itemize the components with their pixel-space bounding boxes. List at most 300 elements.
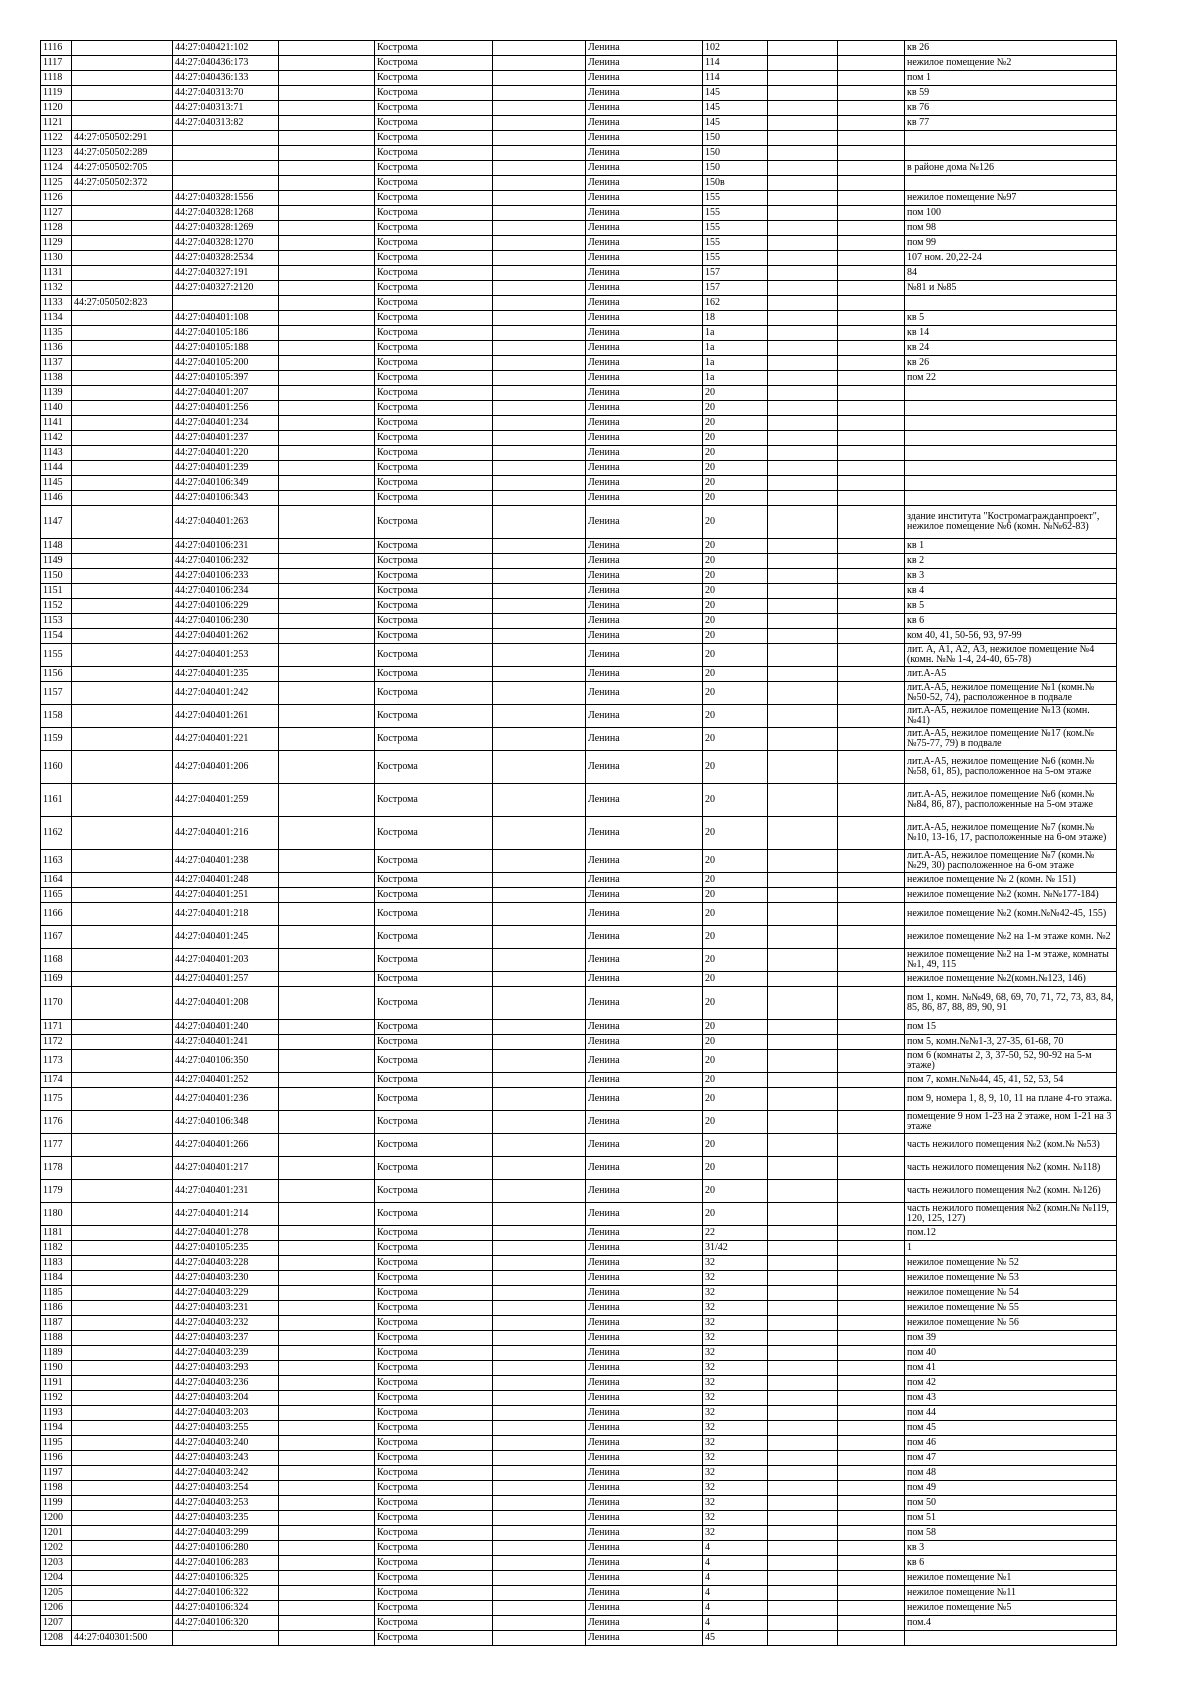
empty-cell [838, 1451, 905, 1466]
premises-note: пом 22 [905, 371, 1117, 386]
land-cadastral-number: 44:27:050502:823 [72, 296, 173, 311]
table-row [41, 56, 1117, 71]
empty-cell [493, 1601, 586, 1616]
premises-note [905, 476, 1117, 491]
object-cadastral-number: 44:27:040313:70 [173, 86, 279, 101]
empty-cell [279, 1256, 375, 1271]
house-number: 20 [703, 850, 768, 873]
table-row [41, 1180, 1117, 1203]
empty-cell [838, 1073, 905, 1088]
table-row [41, 296, 1117, 311]
street-cell: Ленина [586, 1631, 703, 1646]
house-number: 4 [703, 1571, 768, 1586]
row-number: 1207 [41, 1616, 72, 1631]
row-number: 1144 [41, 461, 72, 476]
empty-cell [493, 1346, 586, 1361]
empty-cell [768, 614, 838, 629]
land-cadastral-number [72, 71, 173, 86]
empty-cell [768, 1466, 838, 1481]
empty-cell [768, 131, 838, 146]
object-cadastral-number: 44:27:040328:1268 [173, 206, 279, 221]
land-cadastral-number [72, 41, 173, 56]
premises-note: пом 1 [905, 71, 1117, 86]
empty-cell [838, 817, 905, 850]
empty-cell [768, 341, 838, 356]
empty-cell [493, 116, 586, 131]
house-number: 20 [703, 401, 768, 416]
house-number: 20 [703, 446, 768, 461]
empty-cell [279, 266, 375, 281]
empty-cell [493, 1050, 586, 1073]
table-row [41, 1616, 1117, 1631]
premises-note: 107 ном. 20,22-24 [905, 251, 1117, 266]
table-row [41, 1035, 1117, 1050]
land-cadastral-number [72, 386, 173, 401]
house-number: 20 [703, 599, 768, 614]
land-cadastral-number [72, 1331, 173, 1346]
row-number: 1149 [41, 554, 72, 569]
city-cell: Кострома [375, 599, 493, 614]
empty-cell [838, 1631, 905, 1646]
row-number: 1159 [41, 728, 72, 751]
empty-cell [493, 1481, 586, 1496]
empty-cell [279, 903, 375, 926]
table-row [41, 1073, 1117, 1088]
street-cell: Ленина [586, 1203, 703, 1226]
row-number: 1206 [41, 1601, 72, 1616]
empty-cell [493, 1256, 586, 1271]
object-cadastral-number: 44:27:040401:242 [173, 682, 279, 705]
land-cadastral-number [72, 1421, 173, 1436]
premises-note: кв 3 [905, 569, 1117, 584]
empty-cell [768, 1616, 838, 1631]
city-cell: Кострома [375, 116, 493, 131]
object-cadastral-number: 44:27:040401:214 [173, 1203, 279, 1226]
premises-note: часть нежилого помещения №2 (ком.№ №53) [905, 1134, 1117, 1157]
house-number: 32 [703, 1496, 768, 1511]
empty-cell [768, 1256, 838, 1271]
land-cadastral-number [72, 903, 173, 926]
table-row [41, 599, 1117, 614]
city-cell: Кострома [375, 146, 493, 161]
table-row [41, 926, 1117, 949]
object-cadastral-number: 44:27:040106:322 [173, 1586, 279, 1601]
premises-note: лит.А-А5, нежилое помещение №6 (комн.№ №84, 86, 87), расположенные на 5-ом этаже [905, 784, 1117, 817]
land-cadastral-number [72, 1451, 173, 1466]
object-cadastral-number: 44:27:040106:231 [173, 539, 279, 554]
street-cell: Ленина [586, 1571, 703, 1586]
premises-note: лит.А-А5 [905, 667, 1117, 682]
empty-cell [279, 1586, 375, 1601]
empty-cell [279, 1361, 375, 1376]
house-number: 4 [703, 1601, 768, 1616]
land-cadastral-number [72, 1286, 173, 1301]
object-cadastral-number: 44:27:040401:266 [173, 1134, 279, 1157]
empty-cell [838, 1556, 905, 1571]
street-cell: Ленина [586, 476, 703, 491]
row-number: 1140 [41, 401, 72, 416]
empty-cell [838, 86, 905, 101]
land-cadastral-number [72, 461, 173, 476]
empty-cell [768, 1481, 838, 1496]
city-cell: Кострома [375, 431, 493, 446]
row-number: 1187 [41, 1316, 72, 1331]
house-number: 20 [703, 476, 768, 491]
house-number: 32 [703, 1286, 768, 1301]
premises-note: пом 48 [905, 1466, 1117, 1481]
table-row [41, 176, 1117, 191]
object-cadastral-number: 44:27:040403:254 [173, 1481, 279, 1496]
object-cadastral-number: 44:27:040401:208 [173, 987, 279, 1020]
empty-cell [279, 176, 375, 191]
table-row [41, 1436, 1117, 1451]
empty-cell [279, 296, 375, 311]
object-cadastral-number: 44:27:040401:238 [173, 850, 279, 873]
empty-cell [279, 1316, 375, 1331]
table-row [41, 1088, 1117, 1111]
row-number: 1205 [41, 1586, 72, 1601]
land-cadastral-number [72, 873, 173, 888]
city-cell: Кострома [375, 1601, 493, 1616]
table-row [41, 1511, 1117, 1526]
city-cell: Кострома [375, 491, 493, 506]
premises-note: кв 5 [905, 311, 1117, 326]
empty-cell [768, 873, 838, 888]
empty-cell [279, 1556, 375, 1571]
city-cell: Кострома [375, 1073, 493, 1088]
empty-cell [279, 888, 375, 903]
street-cell: Ленина [586, 949, 703, 972]
row-number: 1156 [41, 667, 72, 682]
street-cell: Ленина [586, 1088, 703, 1111]
premises-note: кв 2 [905, 554, 1117, 569]
house-number: 20 [703, 1157, 768, 1180]
empty-cell [493, 1111, 586, 1134]
empty-cell [279, 86, 375, 101]
city-cell: Кострома [375, 1020, 493, 1035]
land-cadastral-number [72, 1226, 173, 1241]
premises-note: №81 и №85 [905, 281, 1117, 296]
empty-cell [838, 1601, 905, 1616]
city-cell: Кострома [375, 461, 493, 476]
empty-cell [279, 1481, 375, 1496]
empty-cell [838, 161, 905, 176]
street-cell: Ленина [586, 161, 703, 176]
empty-cell [493, 491, 586, 506]
street-cell: Ленина [586, 1466, 703, 1481]
table-row [41, 751, 1117, 784]
empty-cell [493, 146, 586, 161]
land-cadastral-number [72, 1571, 173, 1586]
land-cadastral-number [72, 584, 173, 599]
city-cell: Кострома [375, 850, 493, 873]
row-number: 1117 [41, 56, 72, 71]
city-cell: Кострома [375, 1556, 493, 1571]
land-cadastral-number [72, 206, 173, 221]
street-cell: Ленина [586, 146, 703, 161]
premises-note: нежилое помещение №2 на 1-м этаже комн. №2 [905, 926, 1117, 949]
object-cadastral-number: 44:27:040401:220 [173, 446, 279, 461]
empty-cell [838, 1286, 905, 1301]
row-number: 1175 [41, 1088, 72, 1111]
empty-cell [838, 1391, 905, 1406]
house-number: 20 [703, 705, 768, 728]
city-cell: Кострома [375, 1376, 493, 1391]
table-row [41, 1203, 1117, 1226]
row-number: 1203 [41, 1556, 72, 1571]
registry-table [40, 40, 1117, 1646]
empty-cell [838, 1050, 905, 1073]
table-row [41, 1571, 1117, 1586]
premises-note: нежилое помещение № 54 [905, 1286, 1117, 1301]
empty-cell [493, 236, 586, 251]
empty-cell [279, 644, 375, 667]
city-cell: Кострома [375, 1481, 493, 1496]
empty-cell [768, 1631, 838, 1646]
house-number: 32 [703, 1346, 768, 1361]
premises-note: нежилое помещение №2 на 1-м этаже, комнаты №1, 49, 115 [905, 949, 1117, 972]
city-cell: Кострома [375, 296, 493, 311]
premises-note: пом 41 [905, 1361, 1117, 1376]
house-number: 20 [703, 584, 768, 599]
empty-cell [279, 356, 375, 371]
empty-cell [279, 161, 375, 176]
land-cadastral-number [72, 101, 173, 116]
house-number: 155 [703, 251, 768, 266]
city-cell: Кострома [375, 1496, 493, 1511]
object-cadastral-number: 44:27:040401:203 [173, 949, 279, 972]
empty-cell [768, 1286, 838, 1301]
empty-cell [838, 1346, 905, 1361]
empty-cell [279, 1421, 375, 1436]
empty-cell [493, 1616, 586, 1631]
city-cell: Кострома [375, 1331, 493, 1346]
house-number: 32 [703, 1256, 768, 1271]
street-cell: Ленина [586, 539, 703, 554]
city-cell: Кострома [375, 206, 493, 221]
empty-cell [838, 1526, 905, 1541]
empty-cell [279, 206, 375, 221]
house-number: 20 [703, 926, 768, 949]
street-cell: Ленина [586, 926, 703, 949]
land-cadastral-number [72, 476, 173, 491]
land-cadastral-number [72, 506, 173, 539]
street-cell: Ленина [586, 1586, 703, 1601]
empty-cell [838, 1301, 905, 1316]
house-number: 20 [703, 667, 768, 682]
row-number: 1138 [41, 371, 72, 386]
object-cadastral-number: 44:27:040106:348 [173, 1111, 279, 1134]
empty-cell [838, 1256, 905, 1271]
object-cadastral-number: 44:27:040401:253 [173, 644, 279, 667]
street-cell: Ленина [586, 1180, 703, 1203]
object-cadastral-number: 44:27:040106:325 [173, 1571, 279, 1586]
street-cell: Ленина [586, 682, 703, 705]
house-number: 32 [703, 1331, 768, 1346]
premises-note: пом 43 [905, 1391, 1117, 1406]
city-cell: Кострома [375, 1541, 493, 1556]
row-number: 1130 [41, 251, 72, 266]
empty-cell [493, 296, 586, 311]
empty-cell [279, 1331, 375, 1346]
table-row [41, 1316, 1117, 1331]
land-cadastral-number [72, 1541, 173, 1556]
house-number: 32 [703, 1466, 768, 1481]
empty-cell [279, 191, 375, 206]
row-number: 1201 [41, 1526, 72, 1541]
empty-cell [279, 446, 375, 461]
table-row [41, 311, 1117, 326]
premises-note: пом.12 [905, 1226, 1117, 1241]
table-row [41, 356, 1117, 371]
empty-cell [279, 1616, 375, 1631]
empty-cell [768, 371, 838, 386]
table-row [41, 191, 1117, 206]
object-cadastral-number: 44:27:040401:241 [173, 1035, 279, 1050]
empty-cell [838, 281, 905, 296]
empty-cell [279, 251, 375, 266]
empty-cell [279, 926, 375, 949]
city-cell: Кострома [375, 1346, 493, 1361]
empty-cell [768, 1241, 838, 1256]
object-cadastral-number: 44:27:040401:108 [173, 311, 279, 326]
empty-cell [768, 101, 838, 116]
land-cadastral-number [72, 401, 173, 416]
empty-cell [768, 1586, 838, 1601]
city-cell: Кострома [375, 1586, 493, 1601]
empty-cell [838, 629, 905, 644]
empty-cell [768, 972, 838, 987]
empty-cell [768, 1571, 838, 1586]
empty-cell [768, 705, 838, 728]
house-number: 1а [703, 371, 768, 386]
premises-note [905, 386, 1117, 401]
premises-note: нежилое помещение №11 [905, 1586, 1117, 1601]
empty-cell [768, 629, 838, 644]
object-cadastral-number: 44:27:040403:231 [173, 1301, 279, 1316]
row-number: 1171 [41, 1020, 72, 1035]
object-cadastral-number: 44:27:040403:235 [173, 1511, 279, 1526]
land-cadastral-number [72, 236, 173, 251]
empty-cell [279, 1541, 375, 1556]
street-cell: Ленина [586, 506, 703, 539]
table-row [41, 1157, 1117, 1180]
empty-cell [838, 1203, 905, 1226]
premises-note [905, 176, 1117, 191]
empty-cell [279, 539, 375, 554]
empty-cell [838, 1511, 905, 1526]
object-cadastral-number: 44:27:040401:218 [173, 903, 279, 926]
empty-cell [838, 146, 905, 161]
empty-cell [768, 1226, 838, 1241]
object-cadastral-number [173, 146, 279, 161]
land-cadastral-number [72, 356, 173, 371]
empty-cell [279, 949, 375, 972]
land-cadastral-number [72, 629, 173, 644]
empty-cell [493, 1361, 586, 1376]
house-number: 45 [703, 1631, 768, 1646]
city-cell: Кострома [375, 817, 493, 850]
street-cell: Ленина [586, 251, 703, 266]
empty-cell [838, 850, 905, 873]
land-cadastral-number [72, 1241, 173, 1256]
empty-cell [768, 1436, 838, 1451]
empty-cell [838, 569, 905, 584]
empty-cell [279, 1050, 375, 1073]
empty-cell [493, 191, 586, 206]
street-cell: Ленина [586, 101, 703, 116]
street-cell: Ленина [586, 221, 703, 236]
premises-note: 84 [905, 266, 1117, 281]
row-number: 1139 [41, 386, 72, 401]
empty-cell [838, 705, 905, 728]
table-row [41, 1346, 1117, 1361]
city-cell: Кострома [375, 161, 493, 176]
street-cell: Ленина [586, 1020, 703, 1035]
row-number: 1195 [41, 1436, 72, 1451]
empty-cell [768, 1331, 838, 1346]
empty-cell [279, 1511, 375, 1526]
land-cadastral-number [72, 1073, 173, 1088]
empty-cell [838, 56, 905, 71]
empty-cell [279, 1526, 375, 1541]
empty-cell [493, 972, 586, 987]
house-number: 20 [703, 784, 768, 817]
house-number: 150 [703, 146, 768, 161]
empty-cell [838, 131, 905, 146]
land-cadastral-number [72, 1511, 173, 1526]
land-cadastral-number [72, 446, 173, 461]
empty-cell [768, 41, 838, 56]
row-number: 1131 [41, 266, 72, 281]
object-cadastral-number: 44:27:040105:397 [173, 371, 279, 386]
city-cell: Кострома [375, 705, 493, 728]
empty-cell [493, 926, 586, 949]
empty-cell [768, 251, 838, 266]
empty-cell [768, 401, 838, 416]
empty-cell [493, 1203, 586, 1226]
premises-note: кв 6 [905, 614, 1117, 629]
premises-note: лит.А-А5, нежилое помещение №7 (комн.№ №10, 13-16, 17, расположенные на 6-ом этаже) [905, 817, 1117, 850]
object-cadastral-number: 44:27:040403:242 [173, 1466, 279, 1481]
street-cell: Ленина [586, 1406, 703, 1421]
street-cell: Ленина [586, 1050, 703, 1073]
object-cadastral-number: 44:27:040401:234 [173, 416, 279, 431]
empty-cell [838, 1134, 905, 1157]
table-row [41, 1541, 1117, 1556]
empty-cell [493, 667, 586, 682]
empty-cell [493, 281, 586, 296]
city-cell: Кострома [375, 751, 493, 784]
street-cell: Ленина [586, 1226, 703, 1241]
empty-cell [493, 1271, 586, 1286]
row-number: 1128 [41, 221, 72, 236]
empty-cell [768, 817, 838, 850]
premises-note: часть нежилого помещения №2 (комн. №126) [905, 1180, 1117, 1203]
premises-note: пом 40 [905, 1346, 1117, 1361]
city-cell: Кострома [375, 1301, 493, 1316]
house-number: 145 [703, 86, 768, 101]
land-cadastral-number [72, 1376, 173, 1391]
table-row [41, 506, 1117, 539]
premises-note: нежилое помещение №2 [905, 56, 1117, 71]
empty-cell [493, 371, 586, 386]
land-cadastral-number [72, 1256, 173, 1271]
table-row [41, 817, 1117, 850]
premises-note: пом 100 [905, 206, 1117, 221]
empty-cell [493, 431, 586, 446]
premises-note: нежилое помещение № 56 [905, 1316, 1117, 1331]
